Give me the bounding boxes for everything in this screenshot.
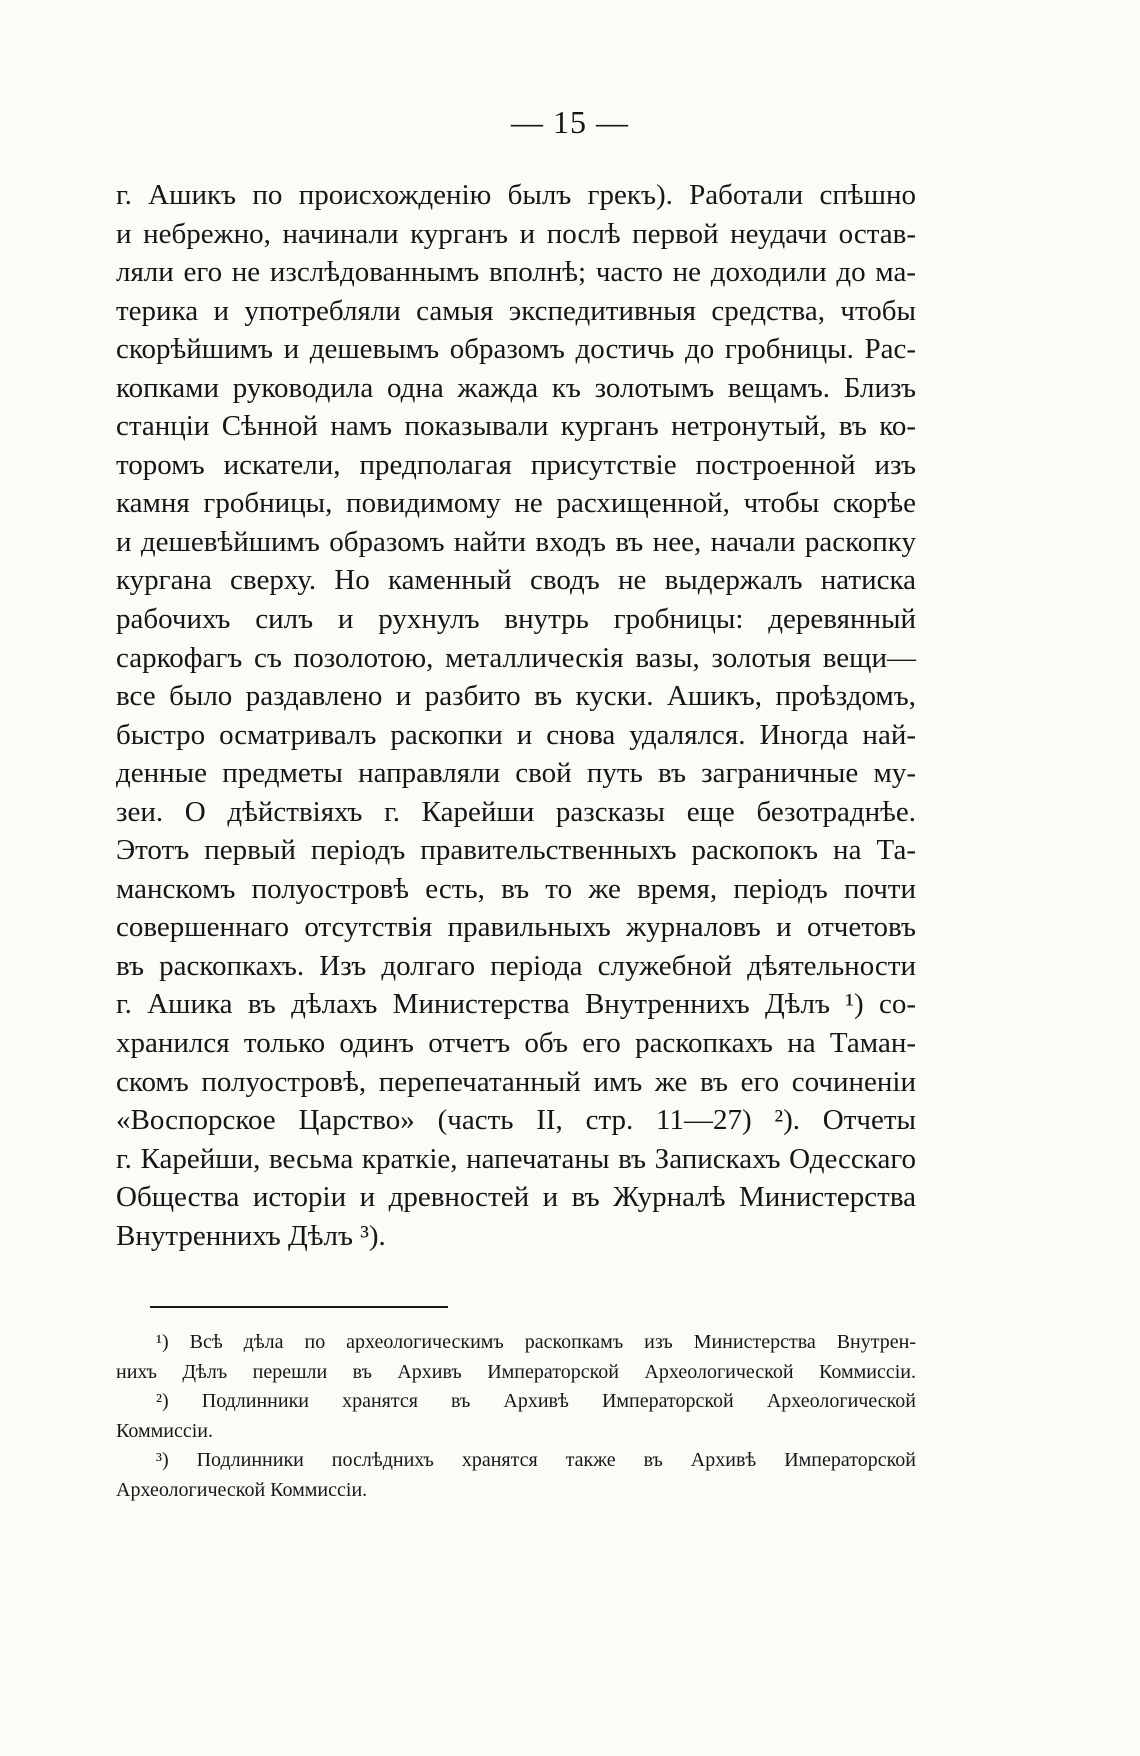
text-line: манскомъ полуостровѣ есть, въ то же время, періодъ почти <box>116 872 916 905</box>
text-line: «Воспорское Царство» (часть II, стр. 11—27) ²). Отчеты <box>116 1104 916 1137</box>
text-line: рабочихъ силъ и рухнулъ внутрь гробницы: деревянный <box>116 603 916 636</box>
text-line: кургана сверху. Но каменный сводъ не выдержалъ натиска <box>116 564 916 597</box>
text-line: станціи Сѣнной намъ показывали курганъ нетронутый, въ ко- <box>116 410 916 443</box>
footnote-line: Археологической Коммиссіи. <box>116 1478 368 1501</box>
footnotes <box>116 1328 916 1505</box>
text-line: скомъ полуостровѣ, перепечатанный имъ же въ его сочиненіи <box>116 1065 916 1098</box>
text-line: Этотъ первый періодъ правительственныхъ раскопокъ на Та- <box>116 834 916 867</box>
text-line: копками руководила одна жажда къ золотымъ вещамъ. Близъ <box>116 371 916 404</box>
footnote-line: ²) Подлинники хранятся въ Архивѣ Императорской Археологической <box>156 1390 916 1412</box>
text-line: камня гробницы, повидимому не расхищенной, чтобы скорѣе <box>116 487 916 520</box>
text-line: зеи. О дѣйствіяхъ г. Карейши разсказы еще безотраднѣе. <box>116 795 916 828</box>
text-line: въ раскопкахъ. Изъ долгаго періода служебной дѣятельности <box>116 949 916 982</box>
text-line: совершеннаго отсутствія правильныхъ журналовъ и отчетовъ <box>116 911 916 944</box>
text-line: торомъ искатели, предполагая присутствіе построенной изъ <box>116 448 916 481</box>
footnote-line: Коммиссіи. <box>116 1419 213 1442</box>
text-line: г. Карейши, весьма краткіе, напечатаны въ Запискахъ Одесскаго <box>116 1142 916 1175</box>
text-line: денные предметы направляли свой путь въ заграничные му- <box>116 757 916 790</box>
page-number: — 15 — <box>511 104 629 140</box>
text-line: и дешевѣйшимъ образомъ найти входъ въ нее, начали раскопку <box>116 525 916 558</box>
footnote-line: ³) Подлинники послѣднихъ хранятся также въ Архивѣ Императорской <box>156 1449 916 1471</box>
text-line: г. Ашика въ дѣлахъ Министерства Внутреннихъ Дѣлъ ¹) со- <box>116 988 916 1021</box>
text-line: Внутреннихъ Дѣлъ ³). <box>116 1219 386 1252</box>
text-line: скорѣйшимъ и дешевымъ образомъ достичь до гробницы. Рас- <box>116 333 916 366</box>
text-line: Общества исторіи и древностей и въ Журналѣ Министерства <box>116 1181 916 1214</box>
text-line: быстро осматривалъ раскопки и снова удалялся. Иногда най- <box>116 718 916 751</box>
footnote-line: ¹) Всѣ дѣла по археологическимъ раскопкамъ изъ Министерства Внутрен- <box>156 1331 916 1353</box>
text-line: саркофагъ съ позолотою, металлическія вазы, золотыя вещи— <box>116 641 916 674</box>
text-line: все было раздавлено и разбито въ куски. Ашикъ, проѣздомъ, <box>116 680 916 713</box>
footnote-divider <box>150 1306 448 1308</box>
text-line: терика и употребляли самыя экспедитивныя средства, чтобы <box>116 294 916 327</box>
text-line: хранился только одинъ отчетъ объ его раскопкахъ на Таман- <box>116 1027 916 1060</box>
text-line: г. Ашикъ по происхожденію былъ грекъ). Работали спѣшно <box>116 179 916 211</box>
text-line: и небрежно, начинали курганъ и послѣ первой неудачи остав- <box>116 217 916 250</box>
footnote-line: нихъ Дѣлъ перешли въ Архивъ Императорской Археологической Коммиссіи. <box>116 1360 916 1383</box>
main-text <box>116 176 916 1255</box>
text-line: ляли его не изслѣдованнымъ вполнѣ; часто не доходили до ма- <box>116 256 916 289</box>
